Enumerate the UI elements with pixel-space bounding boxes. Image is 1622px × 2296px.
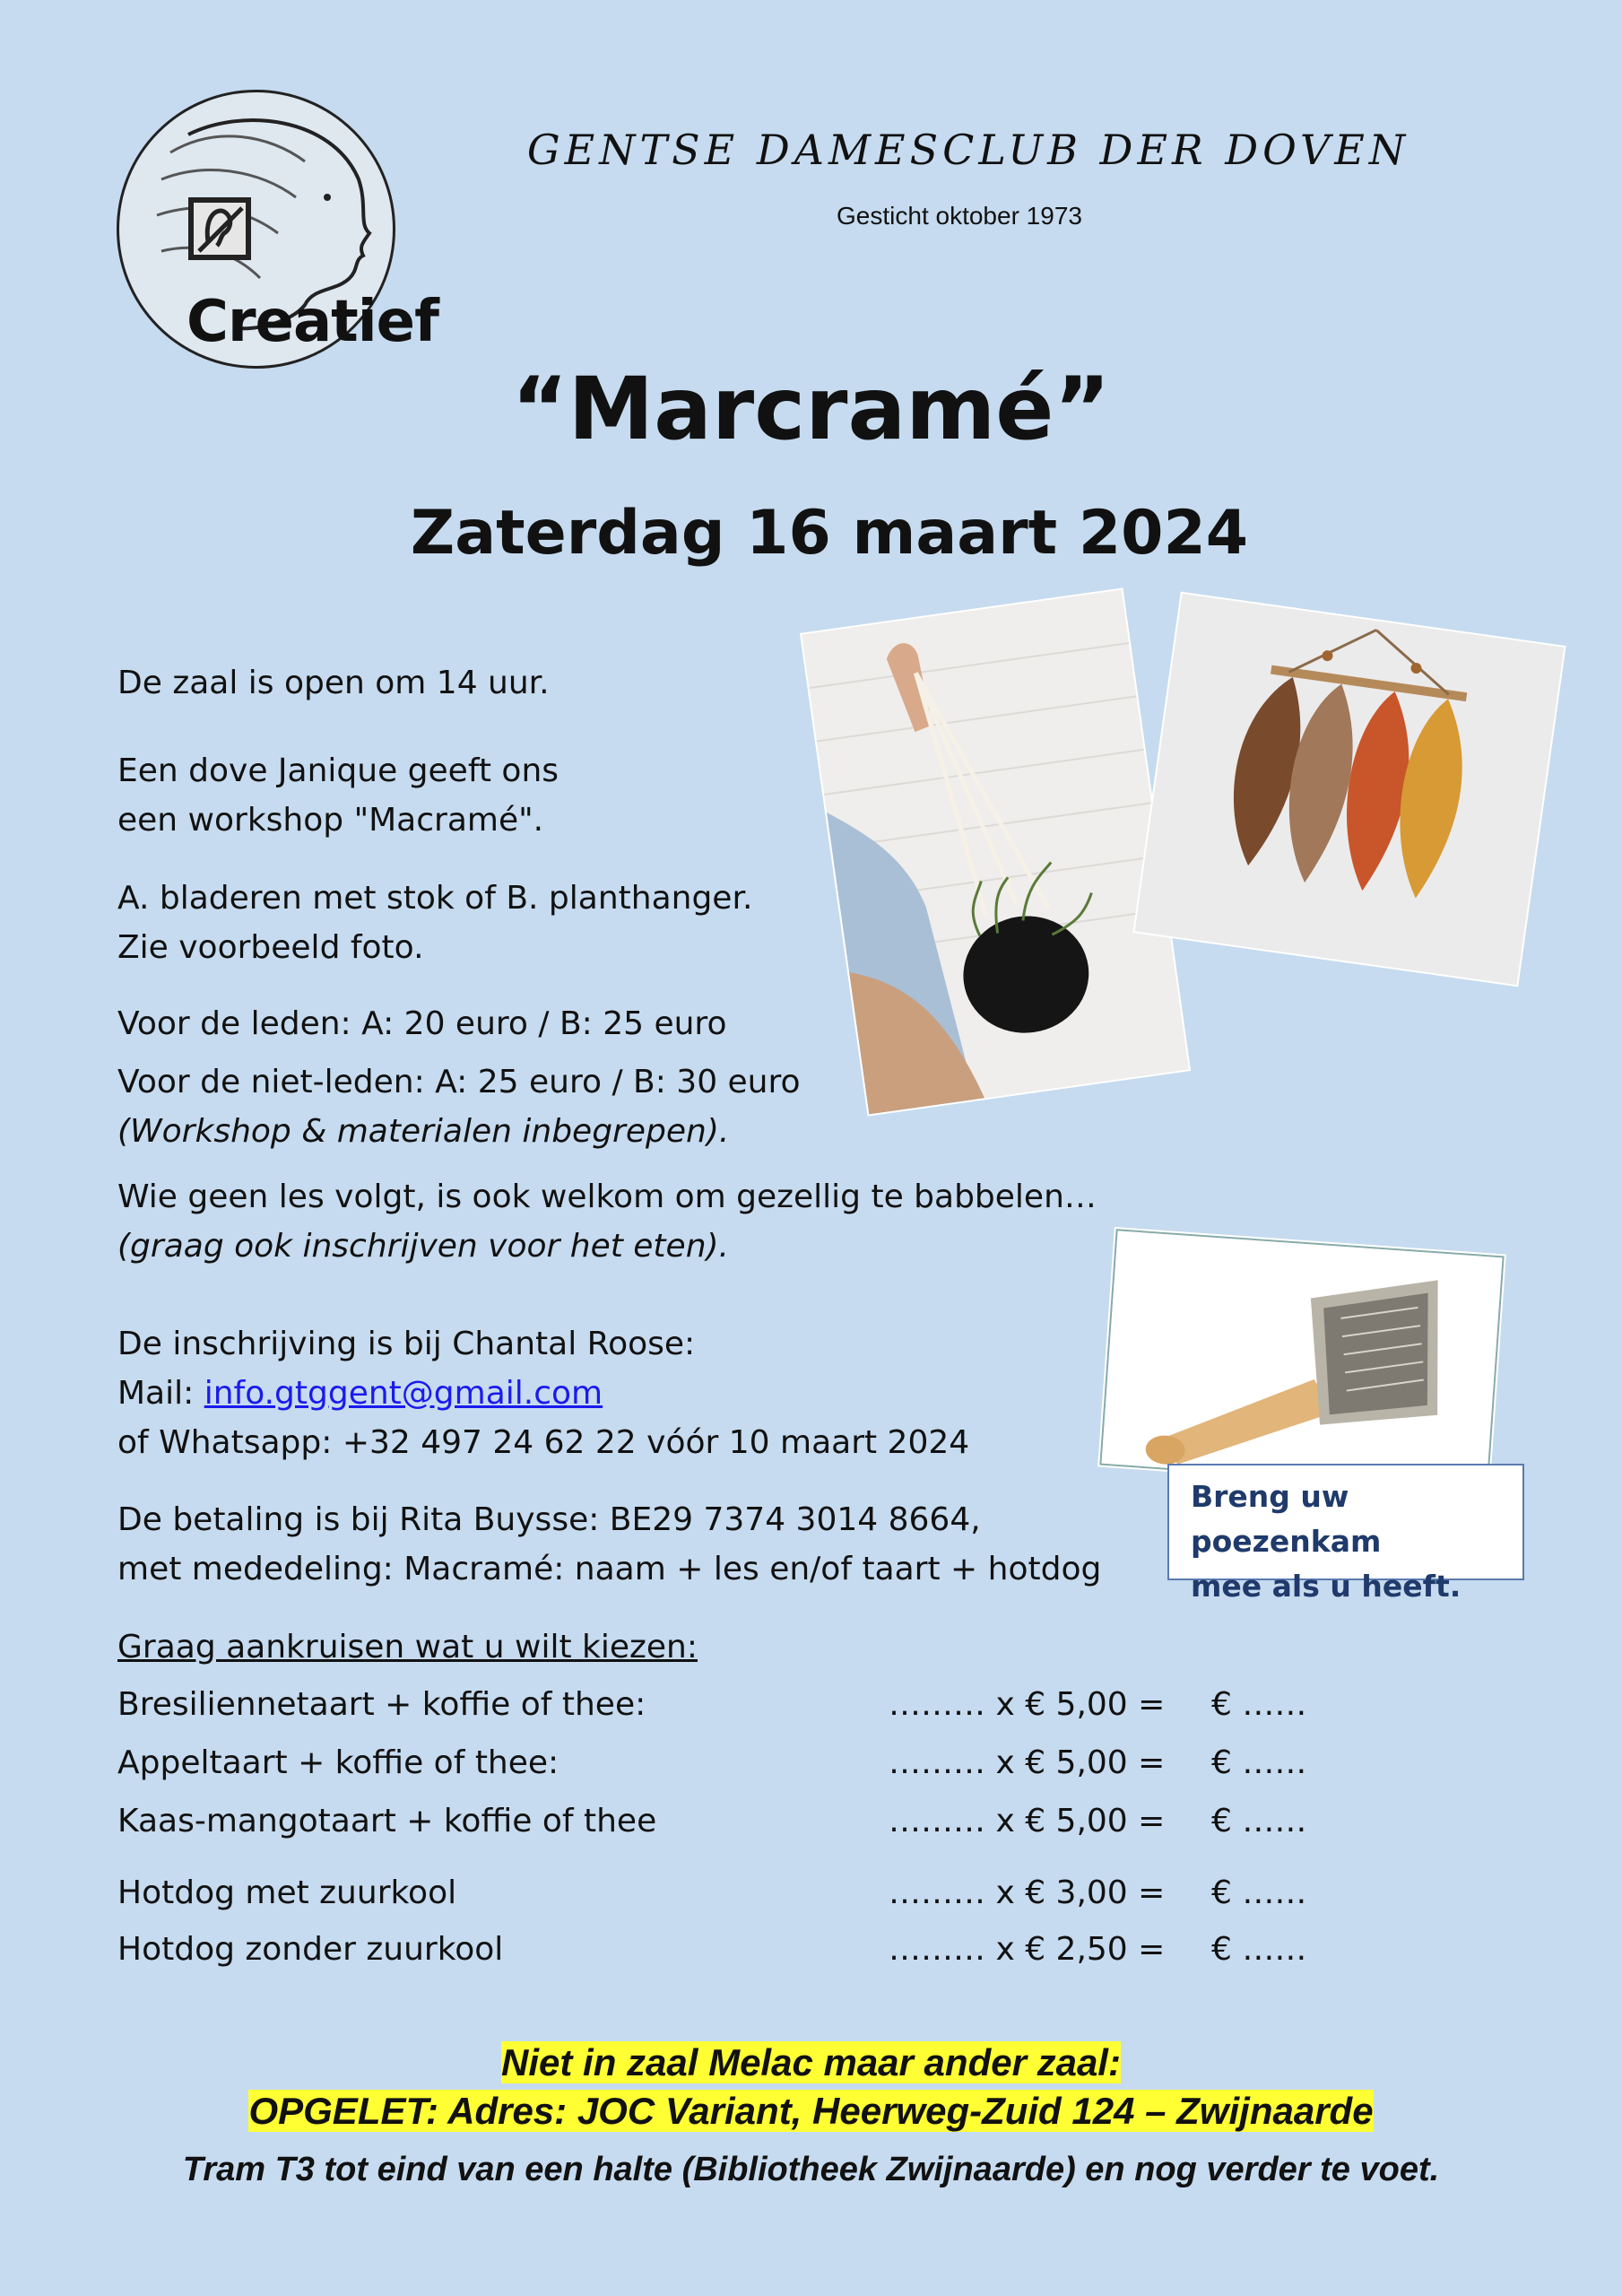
comb-note-line-1: Breng uw poezenkam (1191, 1479, 1382, 1559)
order-item-calc[interactable]: ……… x € 5,00 = (889, 1686, 1166, 1723)
options-line-2: Zie voorbeeld foto. (117, 929, 424, 966)
order-row (117, 1931, 1373, 1979)
welcome-line-1: Wie geen les volgt, is ook welkom om gezellig te babbelen… (117, 1178, 1097, 1215)
planthanger-photo (802, 590, 1189, 1115)
directions: Tram T3 tot eind van een halte (Bibliotheek Zwijnaarde) en nog verder te voet. (182, 2151, 1440, 2188)
order-row (117, 1803, 1373, 1851)
welcome-line-2: (graag ook inschrijven voor het eten). (117, 1228, 729, 1265)
registration-line-3: of Whatsapp: +32 497 24 62 22 vóór 10 maart 2024 (117, 1424, 970, 1461)
order-row (117, 1874, 1373, 1923)
order-item-total[interactable]: € …… (1211, 1931, 1307, 1968)
planthanger-illustration (802, 590, 1189, 1115)
price-note: (Workshop & materialen inbegrepen). (117, 1113, 730, 1150)
club-name: GENTSE DAMESCLUB DER DOVEN (526, 126, 1410, 174)
leaves-wallhanging-photo (1135, 594, 1565, 985)
venue-notice-line-2 (0, 2090, 1622, 2133)
order-item-total[interactable]: € …… (1211, 1803, 1307, 1839)
payment-line-2: met mededeling: Macramé: naam + les en/of taart + hotdog (117, 1551, 1102, 1587)
order-item-label: Bresiliennetaart + koffie of thee: (117, 1686, 646, 1723)
founded-date: Gesticht oktober 1973 (837, 202, 1082, 230)
order-item-calc[interactable]: ……… x € 5,00 = (889, 1744, 1166, 1781)
order-item-total[interactable]: € …… (1211, 1874, 1307, 1911)
leaves-illustration (1135, 594, 1565, 985)
club-logo (117, 90, 438, 368)
order-item-calc[interactable]: ……… x € 2,50 = (889, 1931, 1166, 1968)
venue-notice-line-1 (0, 2041, 1622, 2084)
event-date: Zaterdag 16 maart 2024 (410, 498, 1249, 569)
order-row (117, 1744, 1373, 1793)
mail-label: Mail: (117, 1375, 204, 1412)
intro-line-2: een workshop "Macramé". (117, 802, 544, 839)
options-line-1: A. bladeren met stok of B. planthanger. (117, 880, 753, 917)
payment-line-1: De betaling is bij Rita Buysse: BE29 7374 3014 8664, (117, 1501, 981, 1538)
opening-time: De zaal is open om 14 uur. (117, 665, 550, 701)
price-members: Voor de leden: A: 20 euro / B: 25 euro (117, 1005, 727, 1042)
order-item-label: Hotdog zonder zuurkool (117, 1931, 504, 1968)
cat-comb-photo (1099, 1229, 1504, 1492)
price-non-members: Voor de niet-leden: A: 25 euro / B: 30 euro (117, 1064, 801, 1100)
order-item-total[interactable]: € …… (1211, 1744, 1307, 1781)
order-item-label: Kaas-mangotaart + koffie of thee (117, 1803, 657, 1839)
order-item-calc[interactable]: ……… x € 5,00 = (889, 1803, 1166, 1839)
venue-notice-text-2: OPGELET: Adres: JOC Variant, Heerweg-Zuid 124 – Zwijnaarde (248, 2090, 1374, 2132)
order-heading: Graag aankruisen wat u wilt kiezen: (117, 1629, 698, 1665)
logo-text: Creatief (186, 289, 438, 355)
comb-illustration (1101, 1231, 1502, 1490)
intro-line-1: Een dove Janique geeft ons (117, 752, 559, 789)
order-item-calc[interactable]: ……… x € 3,00 = (889, 1874, 1166, 1911)
registration-mail-line (117, 1370, 603, 1418)
email-link[interactable]: info.gtggent@gmail.com (204, 1375, 603, 1412)
order-row (117, 1686, 1373, 1735)
venue-notice-text-1: Niet in zaal Melac maar ander zaal: (501, 2041, 1121, 2083)
comb-note (1167, 1464, 1524, 1604)
event-title: “Marcramé” (511, 359, 1111, 459)
order-item-total[interactable]: € …… (1211, 1686, 1307, 1723)
comb-note-line-2: mee als u heeft. (1191, 1569, 1462, 1604)
registration-line-1: De inschrijving is bij Chantal Roose: (117, 1326, 696, 1362)
order-item-label: Hotdog met zuurkool (117, 1874, 457, 1911)
order-item-label: Appeltaart + koffie of thee: (117, 1744, 559, 1781)
